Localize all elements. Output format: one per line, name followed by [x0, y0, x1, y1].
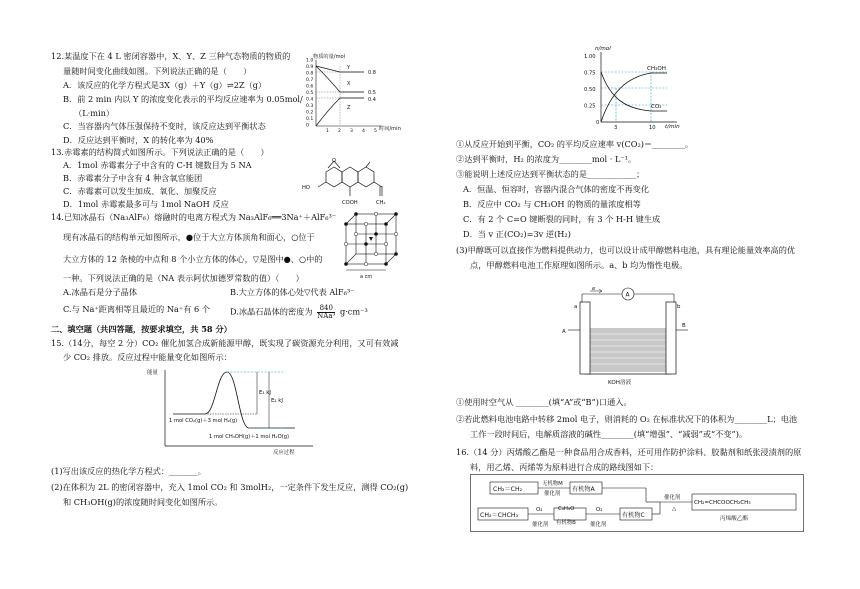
methanol-fuel-cell-diagram [560, 278, 690, 390]
flow-organic-a: 有机物A [572, 486, 595, 493]
q15-sub1: ①从反应开始到平衡，CO₂ 的平均反应速率 v(CO₂)＝________。 [456, 139, 694, 149]
flow-o2-2: O₂ [596, 507, 603, 513]
q14-stem-line2: 现有冰晶石的结构单元如图所示，●位于大立方体顶角和面心，○位于 [63, 232, 315, 242]
q12-stem-line1: 12.某温度下在 4 L 密闭容器中，X、Y、Z 三种气态物质的物质的 [51, 51, 291, 61]
q12-right-value-3: 0.4 [368, 97, 376, 103]
q12-xtick: 4 [362, 129, 365, 134]
q14-density-numerator: 840 [317, 305, 335, 313]
q15-chart-ytick: 0 [596, 120, 600, 126]
flow-organic-b: 有机物B [556, 520, 576, 526]
q15-energy-xlabel: 反应过程 [273, 450, 295, 456]
q12-xtick: 2 [338, 129, 341, 134]
q14-stem-line4: 一种。下列说法正确的是（NA 表示阿伏加德罗常数的值）（ ） [63, 273, 304, 283]
section2-heading: 二、填空题（共四答题，按要求填空，共 58 分） [51, 324, 232, 334]
q12-series-z: Z [347, 105, 351, 111]
flow-o2-1: O₂ [536, 507, 543, 513]
cell-port-b: B [682, 323, 686, 329]
q15-part3-line2: 点，甲醇燃料电池工作原理如图所示。a、b 均为惰性电极。 [470, 260, 688, 270]
q12-right-value-1: 0.8 [368, 70, 376, 76]
q13-label-ho: HO [302, 185, 310, 191]
q12-amount-time-chart [298, 52, 408, 134]
q12-option-b-line2: （L·min） [74, 108, 115, 118]
q12-ytick: 0.2 [306, 110, 314, 116]
q16-synthesis-flowchart [470, 474, 804, 532]
q15-energy-diagram [145, 364, 323, 456]
q12-xtick: 1 [326, 129, 329, 134]
q15-part2-line2: 和 CH₃OH(g)的浓度随时间变化如图所示。 [63, 497, 223, 507]
q12-ytick: 0.9 [306, 65, 314, 70]
q15-option-a: A．恒温、恒容时，容器内混合气体的密度不再变化 [463, 184, 650, 194]
q12-ytick: 1.0 [306, 58, 314, 64]
q15-part3-sub1: ①使用时空气从 ________(填“A”或“B”)口通入。 [456, 397, 632, 407]
cell-electrode-b: b [677, 304, 681, 310]
q14-cell-axis-label: a cm [360, 274, 373, 280]
flow-heat: △ [672, 506, 677, 512]
q15-chart-ytick: 1.00 [584, 54, 596, 60]
cell-solution-label: KOH溶液 [608, 380, 632, 386]
q15-chart-ylabel: n/mol [595, 46, 611, 52]
q12-ytick: 0.7 [306, 78, 314, 83]
q13-label-ch2: CH₂ [376, 200, 386, 206]
q14-option-a: A.冰晶石是分子晶体 [63, 287, 138, 297]
q15-sub2: ②达到平衡时，H₂ 的浓度为________mol · L⁻¹。 [456, 154, 637, 164]
q14-option-d [230, 305, 368, 320]
q12-xtick: 3 [350, 129, 353, 134]
q12-xlabel: 时间/min [379, 126, 401, 132]
q15-energy-e1: E₁ kJ [259, 390, 271, 396]
flow-propylene: CH₂＝CHCH₃ [480, 512, 519, 519]
q12-option-d: D．反应达到平衡时，X 的转化率为 40% [63, 135, 214, 145]
q15-chart-ytick: 0.75 [584, 70, 596, 77]
q14-density-unit: g·cm⁻³ [339, 306, 368, 317]
q15-part1: (1)写出该反应的热化学方程式：_______。 [51, 466, 206, 476]
q13-label-o: O [332, 158, 337, 164]
q15-chart-xlabel: t/min [665, 124, 680, 130]
q15-stem-line1: 15.（14分，每空 2 分）CO₂ 催化加氢合成新能源甲醇，既实现了碳资源充分利用，又可有效减 [51, 338, 399, 348]
flow-catalyst-1: 催化剂 [544, 491, 561, 497]
q15-series-co2: CO₂ [651, 104, 662, 110]
q12-ytick: 0.8 [306, 71, 314, 77]
q14-density-denominator: NAa³ [317, 312, 336, 320]
cell-port-a: A [562, 329, 566, 335]
flow-product-name: 丙烯酸乙酯 [720, 516, 748, 522]
q15-curve-ch3oh [601, 73, 667, 122]
q13-stem: 13.赤霉素的结构简式如图所示。下列说法正确的是（ ） [51, 147, 269, 157]
q12-ylabel: 物质的量/mol [313, 54, 346, 60]
q15-option-d: D．当 v 正(CO₂)=3v 逆(H₂) [463, 229, 571, 239]
q12-ytick: 0.1 [306, 117, 314, 122]
q15-part3-sub2-line1: ②若此燃料电池电路中转移 2mol 电子，则消耗的 O₂ 在标准状况下的体积为________L；电池 [456, 414, 798, 424]
q12-ytick: 0.5 [306, 91, 314, 96]
q15-sub3: ③能说明上述反应达到平衡状态的是____________； [456, 169, 645, 179]
q15-concentration-chart [565, 42, 685, 132]
q15-option-b: B．反应中 CO₂ 与 CH₃OH 的物质的量浓度相等 [463, 199, 641, 209]
flow-catalyst-2: 催化剂 [532, 522, 549, 528]
flow-catalyst-3: 催化剂 [590, 522, 607, 528]
cryolite-unit-cell [340, 208, 402, 280]
q12-ytick: 0.6 [306, 84, 314, 90]
q15-energy-ylabel: 能量 [147, 370, 158, 376]
q12-option-b-line1: B．前 2 min 内以 Y 的浓度变化表示的平均反应速率为 0.05mol/ [63, 94, 303, 104]
q12-series-y: Y [347, 65, 351, 71]
flow-ethylene: CH₂＝CH₂ [493, 486, 523, 493]
q16-stem-line2: 料，用乙烯、丙烯等为原料进行合成的路线图如下： [470, 462, 659, 472]
q14-stem-line3: 大立方体的 12 条棱的中点和 8 个小立方体的体心，▽是图中●、○中的 [63, 254, 323, 264]
flow-catalyst-4: 催化剂 [664, 495, 681, 501]
q12-series-x: X [347, 81, 351, 87]
q15-chart-ytick: 0.50 [584, 87, 596, 93]
q12-stem-line2: 量随时间变化曲线如图。下列说法正确的是（ ） [63, 66, 252, 76]
q13-option-d: D．1mol 赤霉素最多可与 1mol NaOH 反应 [63, 199, 229, 209]
q13-label-cooh: COOH [342, 200, 358, 206]
q12-ytick: 0.3 [306, 104, 314, 109]
q15-energy-products: 1 mol CH₃OH(g)＋1 mol H₂O(g) [209, 434, 290, 440]
q15-series-ch3oh: CH₃OH [647, 66, 666, 72]
cell-ammeter: A [625, 291, 630, 299]
q15-stem-line2: 少 CO₂ 排放。反应过程中能量变化如图所示： [63, 352, 232, 362]
q15-chart-xtick: 3 [614, 125, 618, 131]
q12-ytick: 0 [306, 123, 309, 129]
q15-chart-ytick: 0.25 [584, 103, 596, 110]
q15-part3-line1: (3)甲醇既可以直接作为燃料提供动力，也可以设计成甲醇燃料电池，具有理论能量效率高的优 [456, 245, 796, 255]
q16-stem-line1: 16.（14 分）丙烯酸乙酯是一种食品用合成香料，还可用作防护涂料、胶黏剂和纸张浸渍剂的原 [456, 447, 802, 457]
q15-energy-e2: E₂ kJ [271, 398, 283, 404]
q15-part2-line1: (2)在体积为 2L 的密闭容器中，充入 1mol CO₂ 和 3molH₂，一定条件下发生反应，测得 CO₂(g) [51, 482, 409, 492]
q13-option-b: B．赤霉素分子中含有 4 种含氧官能团 [63, 173, 203, 183]
cell-electron-label: e [592, 286, 596, 292]
q15-energy-reactants: 1 mol CO₂(g)＋3 mol H₂(g) [169, 418, 238, 424]
q14-option-b: B.大立方体的体心处▽代表 AlF₆³⁻ [230, 287, 355, 297]
q12-right-value-2: 0.5 [368, 90, 376, 96]
flow-inorganic-m: 无机物M [542, 481, 563, 487]
q15-chart-xtick: 10 [649, 125, 656, 131]
q14-stem-line1: 14.已知冰晶石（Na₃AlF₆）熔融时的电离方程式为 Na₃AlF₆══3Na⁺＋AlF₆³⁻ [51, 212, 337, 222]
gibberellin-structure [300, 158, 405, 210]
q12-option-a: A．该反应的化学方程式是3X（g）＋Y（g）⇌2Z（g） [63, 80, 267, 90]
q12-xtick: 5 [374, 129, 377, 134]
q13-option-c: C．赤霉素可以发生加成、氧化、加聚反应 [63, 186, 217, 196]
q12-ytick: 0.4 [306, 97, 314, 103]
q14-option-d-prefix: D.冰晶石晶体的密度为 [230, 306, 313, 317]
q13-option-a: A．1mol 赤霉素分子中含有的 C-H 键数目为 5 NA [63, 160, 252, 170]
flow-product-formula: CH₂=CHCOOCH₂CH₃ [694, 500, 751, 506]
cell-electrode-a: a [574, 304, 578, 310]
q14-option-c: C.与 Na⁺距离相等且最近的 Na⁺有 6 个 [63, 304, 210, 314]
q12-option-c: C．当容器内气体压强保持不变时，该反应达到平衡状态 [63, 121, 266, 131]
flow-organic-c: 有机物C [622, 512, 645, 519]
q14-density-fraction [317, 305, 335, 320]
q15-option-c: C．有 2 个 C=O 键断裂的同时，有 3 个 H-H 键生成 [463, 214, 661, 224]
q15-part3-sub2-line2: 工作一段时间后，电解质溶液的碱性________(填“增强”、“减弱”或“不变”)。 [470, 429, 748, 439]
flow-c3h4o: C₃H₄O [558, 506, 575, 512]
